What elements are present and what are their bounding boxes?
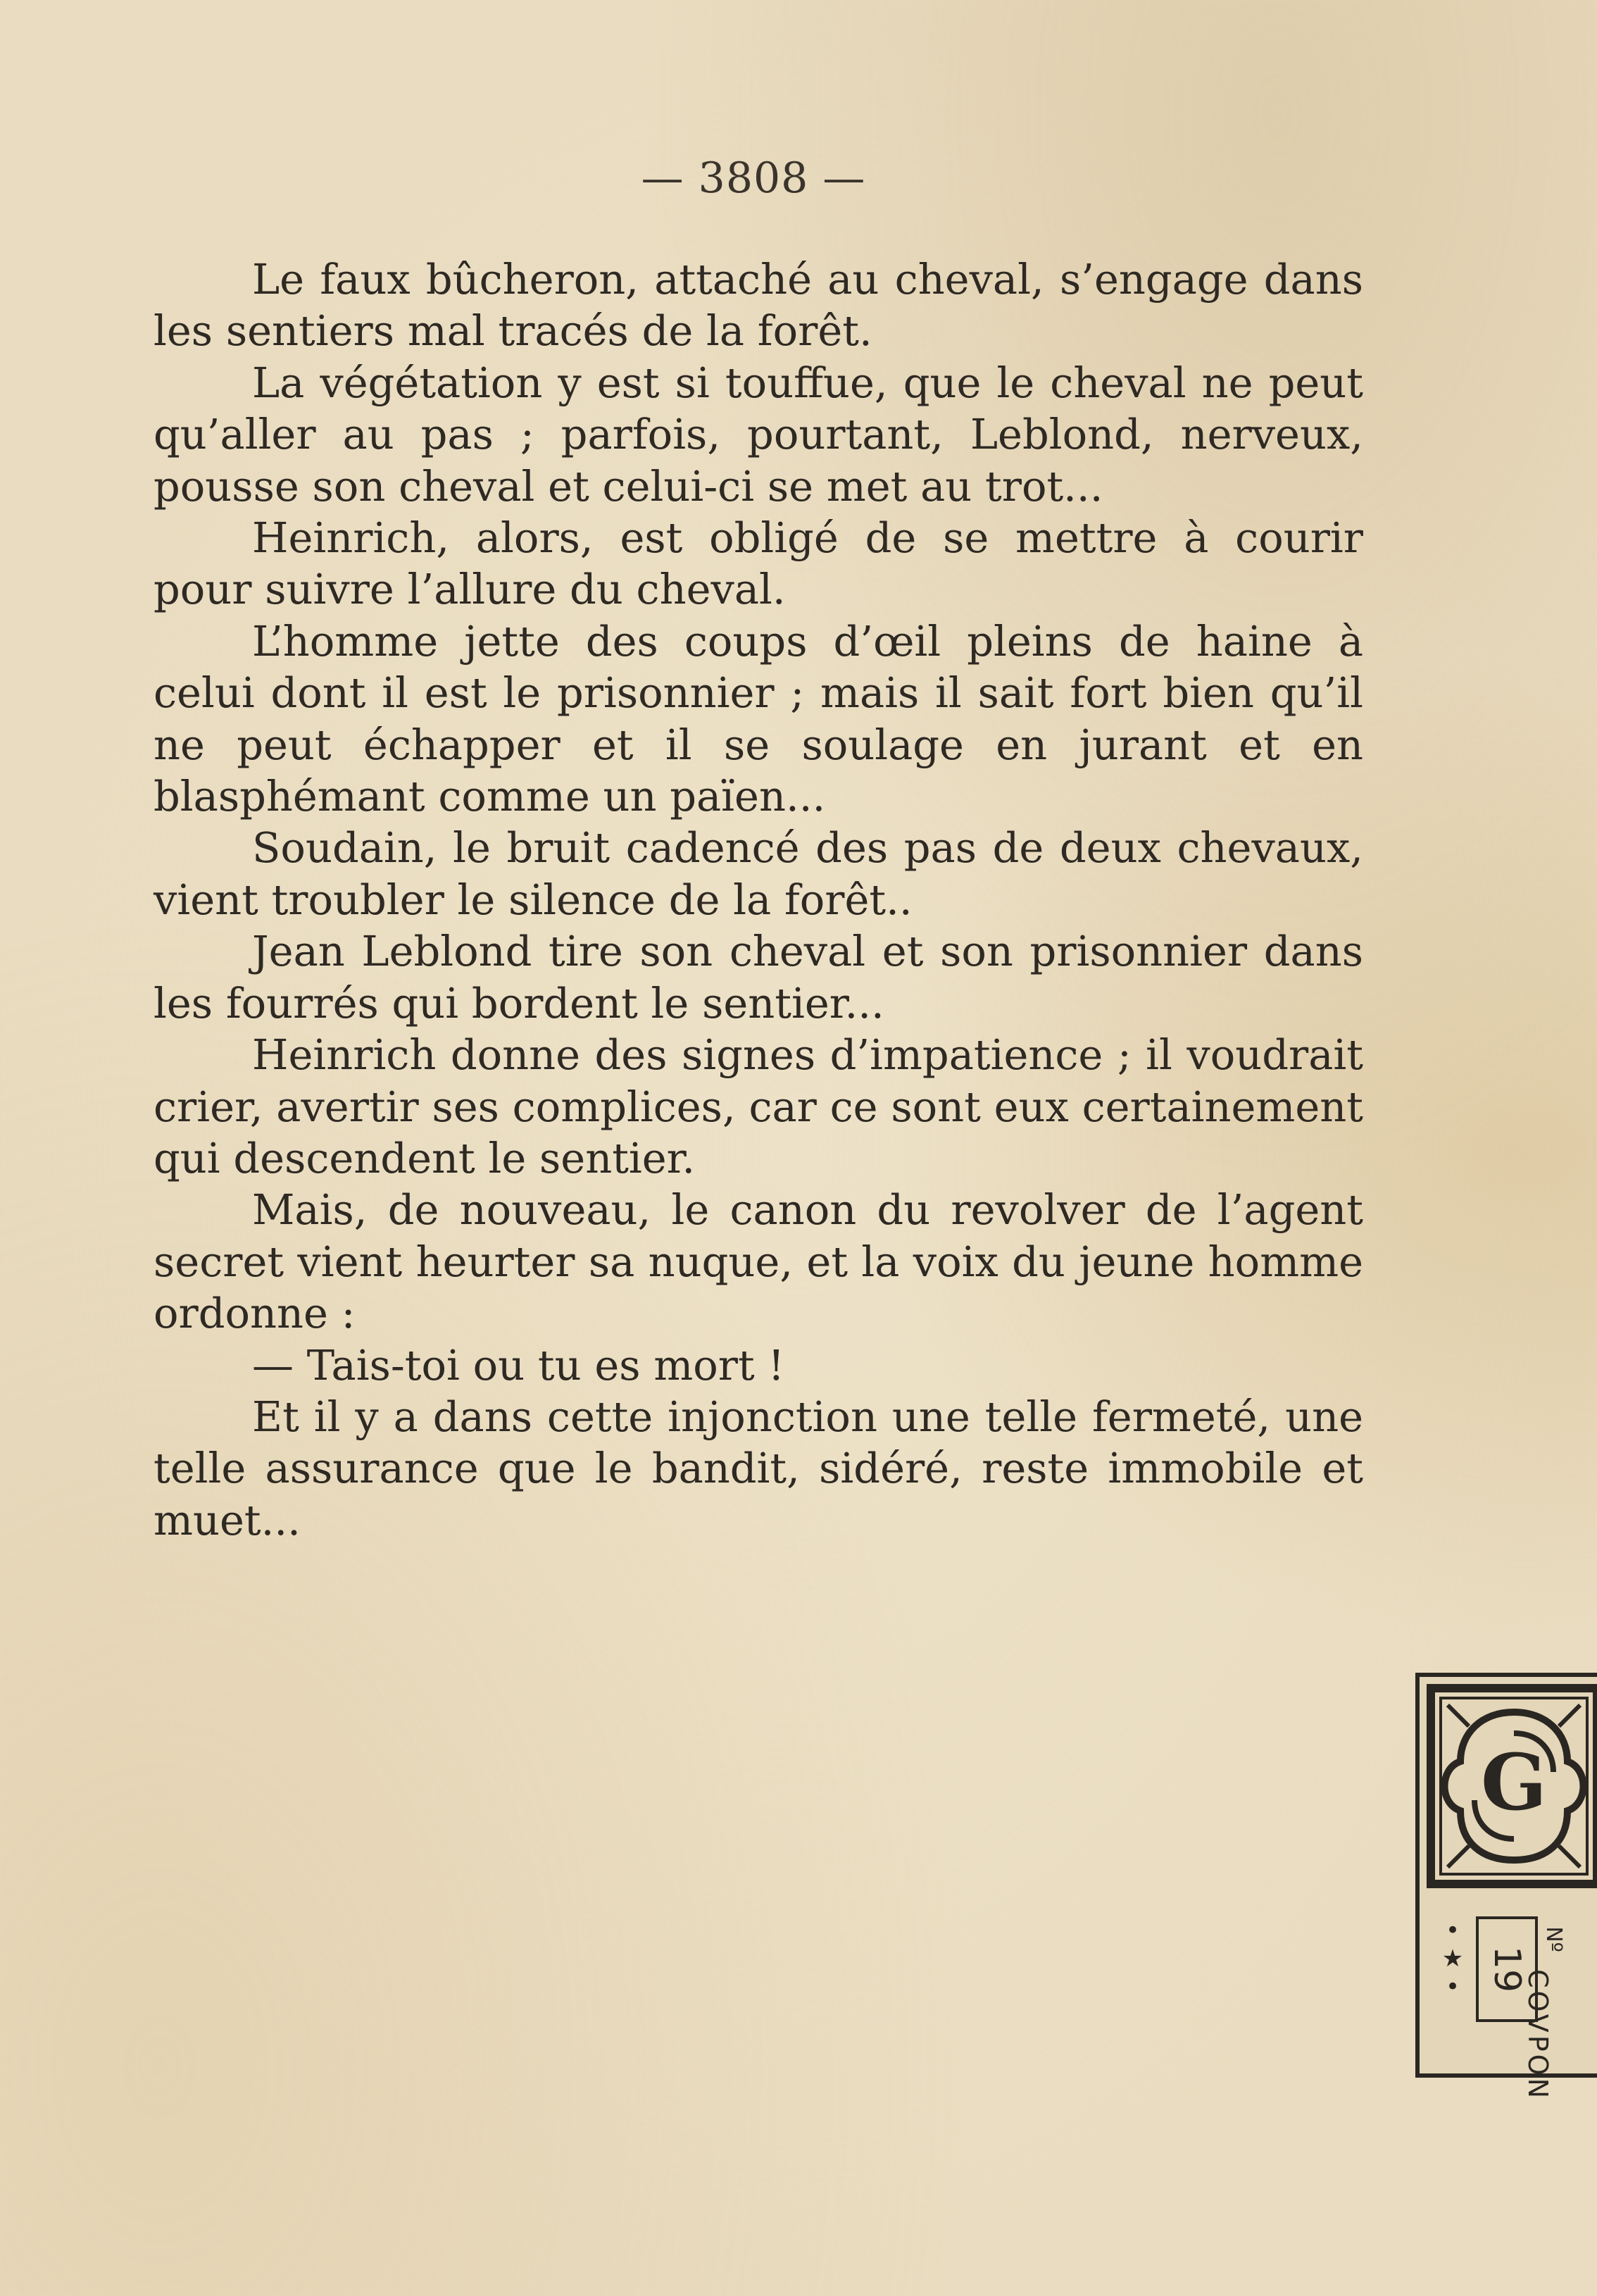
paragraph-6: Jean Leblond tire son cheval et son prisonnier dans les fourrés qui bordent le sentier... (154, 927, 1363, 1028)
coupon-number-area (1420, 1888, 1597, 2102)
paragraph-10: Et il y a dans cette injonction une telle fermeté, une telle assurance que le bandit, sidéré, reste immobile et muet... (154, 1392, 1363, 1545)
paragraph-1: Le faux bûcheron, attaché au cheval, s’engage dans les sentiers mal tracés de la forêt. (154, 255, 1363, 356)
page-number: — 3808 — (641, 154, 866, 203)
body-text (154, 254, 1363, 1546)
coupon-no-label: Nº (1541, 1926, 1566, 1952)
paragraph-5: Soudain, le bruit cadencé des pas de deux chevaux, vient troubler le silence de la forêt.. (154, 823, 1363, 924)
coupon-label: COVPON (1522, 1969, 1553, 2102)
svg-text:G: G (1481, 1737, 1547, 1828)
paragraph-8: Mais, de nouveau, le canon du revolver de l’agent secret vient heurter sa nuque, et la voix du jeune homme ordonne : (154, 1185, 1363, 1338)
coupon-stamp (1415, 1673, 1597, 2102)
paragraph-3: Heinrich, alors, est obligé de se mettre à courir pour suivre l’allure du cheval. (154, 513, 1363, 614)
paragraph-7: Heinrich donne des signes d’impatience ; il voudrait crier, avertir ses complices, car ce sont eux certainement qui descendent le sentier. (154, 1030, 1363, 1183)
paragraph-4: L’homme jette des coups d’œil pleins de haine à celui dont il est le prisonnier ; mais il sait fort bien qu’il ne peut échapper et il se soulage en jurant et en blasphémant comme un païen... (154, 616, 1363, 821)
paragraph-2: La végétation y est si touffue, que le cheval ne peut qu’aller au pas ; parfois, pourtant, Leblond, nerveux, pousse son cheval et celui-ci se met au trot... (154, 358, 1363, 511)
coupon-star-divider: • ★ • (1441, 1916, 1464, 2001)
paragraph-9: — Tais-toi ou tu es mort ! (252, 1340, 785, 1390)
coupon-number: 19 (1486, 1945, 1528, 1993)
ornamental-monogram-icon (1427, 1684, 1597, 1888)
